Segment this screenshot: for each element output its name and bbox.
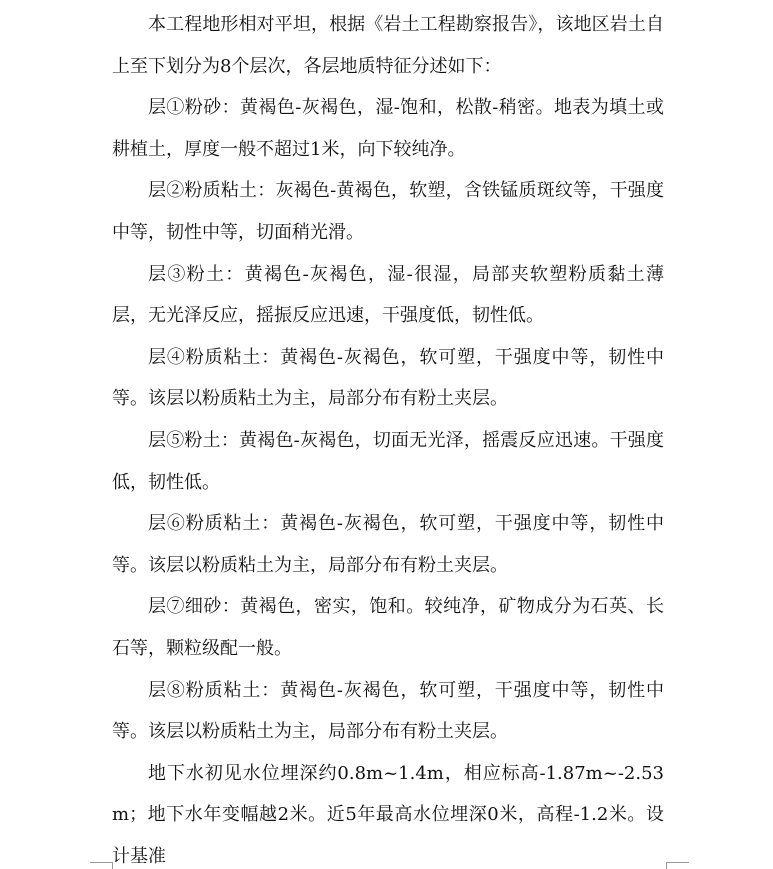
paragraph-layer-1: 层①粉砂：黄褐色-灰褐色，湿-饱和，松散-稍密。地表为填土或耕植土，厚度一般不超过1米，向下较纯净。 xyxy=(112,97,664,160)
paragraph-layer-4: 层④粉质粘土：黄褐色-灰褐色，软可塑，干强度中等，韧性中等。该层以粉质粘土为主，局部分布有粉土夹层。 xyxy=(112,346,664,410)
paragraph-layer-5: 层⑤粉土：黄褐色-灰褐色，切面无光泽，摇震反应迅速。干强度低，韧性低。 xyxy=(112,429,664,493)
paragraph-layer-7: 层⑦细砂：黄褐色，密实，饱和。较纯净，矿物成分为石英、长石等，颗粒级配一般。 xyxy=(112,596,664,659)
paragraph-layer-8: 层⑧粉质粘土：黄褐色-灰褐色，软可塑，干强度中等，韧性中等。该层以粉质粘土为主，局部分布有粉土夹层。 xyxy=(112,679,664,743)
paragraph-groundwater: 地下水初见水位埋深约0.8m~1.4m，相应标高-1.87m~-2.53m；地下水年变幅越2米。近5年最高水位埋深0米，高程-1.2米。设计基准 xyxy=(112,762,664,867)
document-body xyxy=(112,4,664,869)
paragraph-layer-3: 层③粉土：黄褐色-灰褐色，湿-很湿，局部夹软塑粉质黏土薄层，无光泽反应，摇振反应迅速，干强度低，韧性低。 xyxy=(112,263,664,327)
paragraph-layer-2: 层②粉质粘土：灰褐色-黄褐色，软塑，含铁锰质斑纹等，干强度中等，韧性中等，切面稍光滑。 xyxy=(112,180,664,243)
paragraph-layer-6: 层⑥粉质粘土：黄褐色-灰褐色，软可塑，干强度中等，韧性中等。该层以粉质粘土为主，局部分布有粉土夹层。 xyxy=(112,513,664,576)
page-corner-mark-left xyxy=(90,862,113,869)
page-corner-mark-right xyxy=(666,862,689,869)
paragraph-intro: 本工程地形相对平坦，根据《岩土工程勘察报告》，该地区岩土自上至下划分为8个层次，各层地质特征分述如下： xyxy=(112,14,664,77)
